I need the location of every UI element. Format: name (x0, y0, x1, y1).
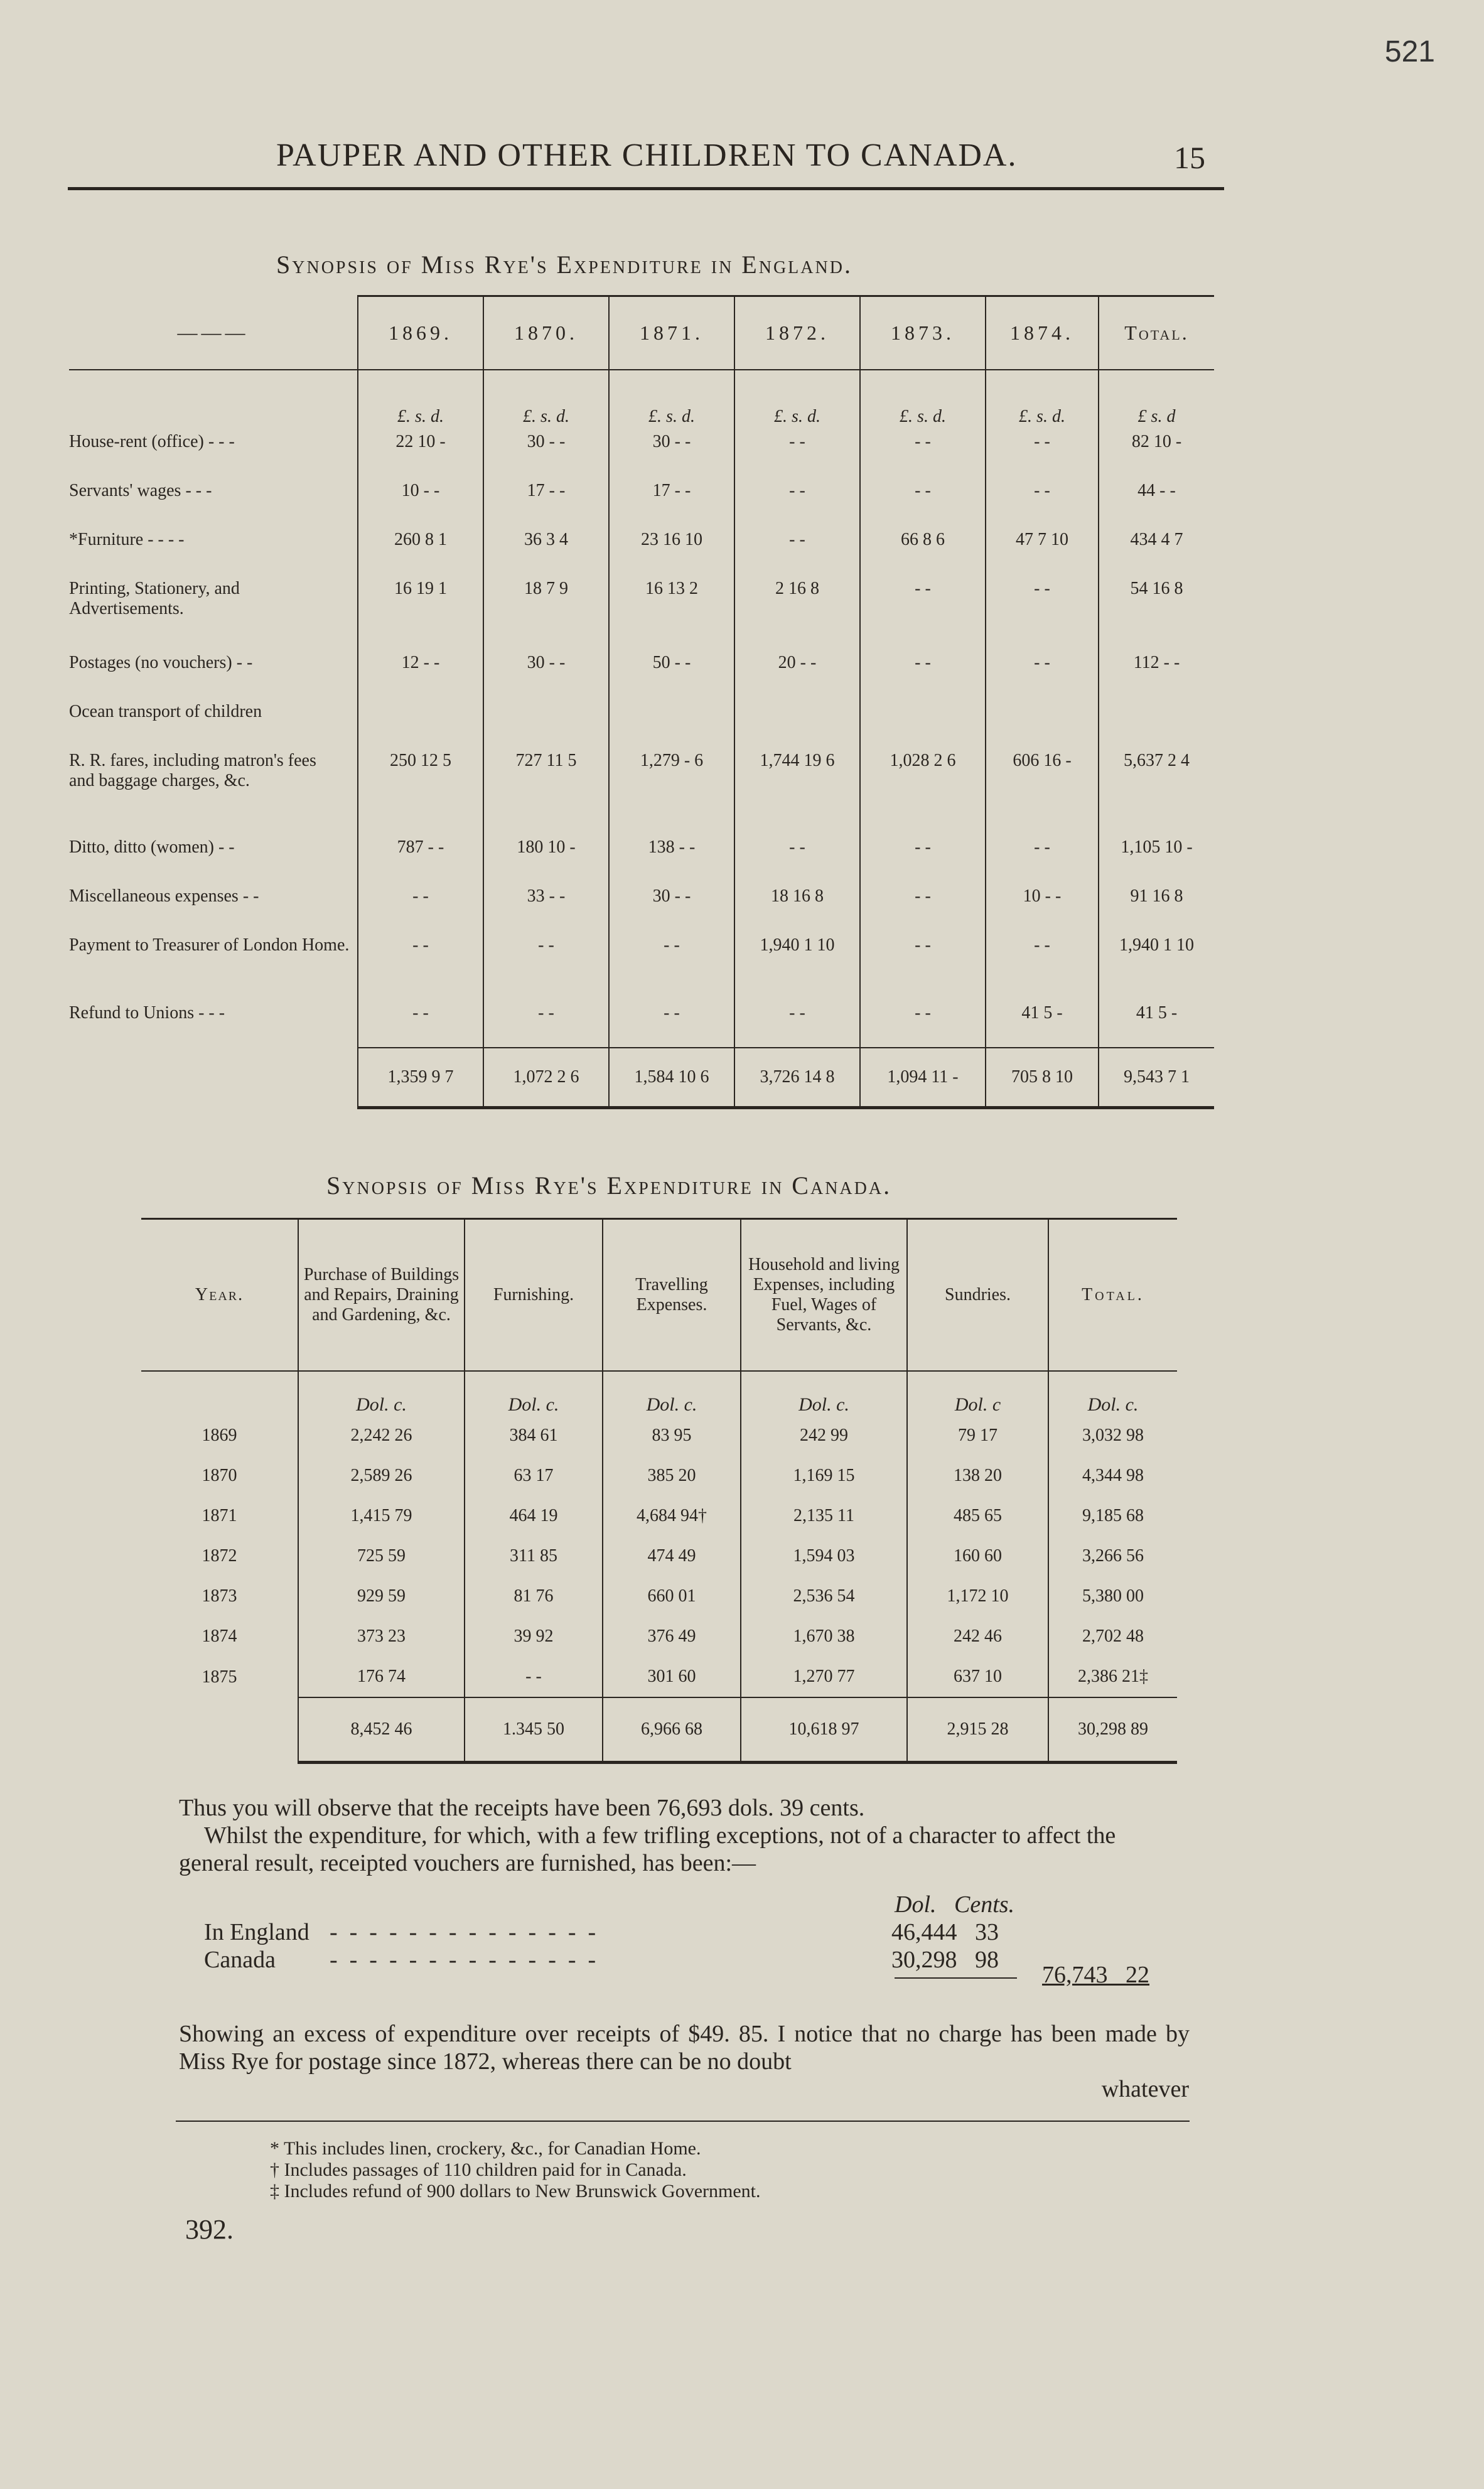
row-label: Printing, Stationery, and Advertisements. (69, 579, 240, 618)
table-cell: 727 11 5 (483, 746, 609, 832)
table-cell: - - (358, 930, 483, 998)
year-cell: 1873 (202, 1586, 237, 1606)
year-cell: 1875 (202, 1667, 237, 1687)
table-cell: 160 60 (907, 1536, 1048, 1576)
table-cell (483, 697, 609, 746)
table-cell: 33 - - (483, 881, 609, 930)
unit-label: £. s. d. (483, 370, 609, 427)
footnote: † Includes passages of 110 children paid for in Canada. (270, 2159, 687, 2180)
table-cell: - - (986, 427, 1099, 476)
column-header: Travelling Expenses. (603, 1219, 741, 1372)
footnote: ‡ Includes refund of 900 dollars to New Brunswick Government. (270, 2181, 761, 2201)
table-cell: 50 - - (609, 648, 734, 697)
total-cell: 1,094 11 - (860, 1048, 986, 1108)
table-cell: - - (986, 476, 1099, 525)
table-cell: - - (734, 998, 860, 1048)
table-cell: 376 49 (603, 1616, 741, 1657)
table-cell: 1,415 79 (298, 1496, 465, 1536)
archive-page-number: 521 (1384, 35, 1435, 68)
year-cell: 1869 (202, 1426, 237, 1445)
table-cell: - - (358, 881, 483, 930)
table-cell: 3,032 98 (1048, 1416, 1177, 1456)
table-cell: 30 - - (483, 427, 609, 476)
table-cell: 16 13 2 (609, 574, 734, 648)
table-row (141, 1576, 1177, 1616)
total-cell: 6,966 68 (603, 1697, 741, 1763)
table-cell: 36 3 4 (483, 525, 609, 574)
summary-rule (895, 1977, 1017, 1979)
table-cell: 82 10 - (1099, 427, 1214, 476)
unit-label: Dol. c. (1048, 1371, 1177, 1416)
table-cell: 606 16 - (986, 746, 1099, 832)
table-cell: 5,380 00 (1048, 1576, 1177, 1616)
table-row (69, 881, 1214, 930)
table-cell: 30 - - (609, 427, 734, 476)
table-cell (1099, 697, 1214, 746)
table-cell: - - (986, 930, 1099, 998)
table-cell: 929 59 (298, 1576, 465, 1616)
table-cell: 41 5 - (1099, 998, 1214, 1048)
row-label: Refund to Unions - - - (69, 1003, 225, 1023)
expenditure-paragraph: Whilst the expenditure, for which, with a few trifling exceptions, not of a character to affect the general result, receipted vouchers are furnished, has been:— (179, 1822, 1116, 1876)
table-cell: - - (734, 832, 860, 881)
table-cell: 2,135 11 (741, 1496, 907, 1536)
unit-label: £. s. d. (609, 370, 734, 427)
table-cell: 1,028 2 6 (860, 746, 986, 832)
table-cell: - - (734, 525, 860, 574)
row-label: House-rent (office) - - - (69, 432, 235, 451)
row-label: *Furniture - - - - (69, 530, 185, 549)
table-cell: - - (609, 930, 734, 998)
table-cell: 30 - - (609, 881, 734, 930)
row-label: Servants' wages - - - (69, 481, 212, 500)
totals-row (69, 1048, 1214, 1108)
header-rule (68, 187, 1224, 190)
table-cell: 242 46 (907, 1616, 1048, 1657)
table-cell: 1,594 03 (741, 1536, 907, 1576)
unit-label: Dol. c (907, 1371, 1048, 1416)
table-cell: 1,670 38 (741, 1616, 907, 1657)
total-cell: 3,726 14 8 (734, 1048, 860, 1108)
table-cell: 17 - - (609, 476, 734, 525)
table-cell: 41 5 - (986, 998, 1099, 1048)
row-label: R. R. fares, including matron's fees and baggage charges, &c. (69, 751, 316, 790)
total-cell: 8,452 46 (298, 1697, 465, 1763)
england-value: 46,444 33 (891, 1919, 999, 1945)
table-cell: 17 - - (483, 476, 609, 525)
column-header: Furnishing. (465, 1219, 603, 1372)
unit-label: £ s. d (1099, 370, 1214, 427)
table-cell: 20 - - (734, 648, 860, 697)
table-row (69, 525, 1214, 574)
total-cell: 30,298 89 (1048, 1697, 1177, 1763)
table-cell: - - (358, 998, 483, 1048)
table-cell: 2 16 8 (734, 574, 860, 648)
column-header: Sundries. (907, 1219, 1048, 1372)
table-cell: 176 74 (298, 1657, 465, 1697)
table-row (141, 1657, 1177, 1697)
table-cell: 242 99 (741, 1416, 907, 1456)
total-cell: 705 8 10 (986, 1048, 1099, 1108)
year-cell: 1874 (202, 1626, 237, 1646)
signature-mark: 392. (185, 2214, 234, 2245)
table-row (69, 746, 1214, 832)
total-cell: 9,543 7 1 (1099, 1048, 1214, 1108)
table-cell: 1,279 - 6 (609, 746, 734, 832)
column-header: 1870. (483, 296, 609, 370)
england-table-title: Synopsis of Miss Rye's Expenditure in England. (276, 250, 852, 279)
table-cell: 250 12 5 (358, 746, 483, 832)
canada-table-title: Synopsis of Miss Rye's Expenditure in Canada. (326, 1171, 892, 1200)
column-header: Household and living Expenses, including Fuel, Wages of Servants, &c. (741, 1219, 907, 1372)
table-cell: - - (609, 998, 734, 1048)
table-cell: 10 - - (986, 881, 1099, 930)
column-header: Total. (1048, 1219, 1177, 1372)
england-expenditure-table (69, 295, 1214, 1109)
table-cell: 384 61 (465, 1416, 603, 1456)
column-header: Total. (1099, 296, 1214, 370)
table-row (69, 832, 1214, 881)
table-cell: 10 - - (358, 476, 483, 525)
table-cell: 22 10 - (358, 427, 483, 476)
total-cell: 1.345 50 (465, 1697, 603, 1763)
table-cell: 1,169 15 (741, 1456, 907, 1496)
column-header: 1871. (609, 296, 734, 370)
column-header: 1873. (860, 296, 986, 370)
table-cell: 385 20 (603, 1456, 741, 1496)
year-cell: 1871 (202, 1506, 237, 1525)
table-cell: 4,684 94† (603, 1496, 741, 1536)
table-row (141, 1616, 1177, 1657)
table-cell: 30 - - (483, 648, 609, 697)
table-cell: 2,386 21‡ (1048, 1657, 1177, 1697)
table-cell: 138 - - (609, 832, 734, 881)
year-cell: 1872 (202, 1546, 237, 1566)
page-number: 15 (1174, 140, 1205, 175)
unit-label: Dol. c. (741, 1371, 907, 1416)
table-cell (609, 697, 734, 746)
table-cell (860, 697, 986, 746)
table-corner: ——— (69, 296, 358, 370)
footnote-rule (176, 2121, 1190, 2122)
row-label: Miscellaneous expenses - - (69, 886, 259, 906)
table-cell: 311 85 (465, 1536, 603, 1576)
catchword: whatever (1101, 2076, 1189, 2102)
table-cell: - - (860, 930, 986, 998)
table-row (141, 1416, 1177, 1456)
row-label: Payment to Treasurer of London Home. (69, 935, 350, 955)
row-label: Postages (no vouchers) - - (69, 653, 253, 672)
table-cell: 91 16 8 (1099, 881, 1214, 930)
table-cell: 301 60 (603, 1657, 741, 1697)
table-cell: 1,940 1 10 (734, 930, 860, 998)
table-row (69, 998, 1214, 1048)
table-cell: 12 - - (358, 648, 483, 697)
table-row (69, 648, 1214, 697)
summary-header: Dol. Cents. (895, 1891, 1015, 1918)
unit-label: £. s. d. (734, 370, 860, 427)
table-cell: 660 01 (603, 1576, 741, 1616)
table-cell: 260 8 1 (358, 525, 483, 574)
table-cell: 81 76 (465, 1576, 603, 1616)
unit-label: £. s. d. (358, 370, 483, 427)
table-cell: 112 - - (1099, 648, 1214, 697)
table-cell: - - (986, 648, 1099, 697)
table-cell: 1,172 10 (907, 1576, 1048, 1616)
table-cell: - - (860, 476, 986, 525)
table-row (141, 1536, 1177, 1576)
table-row (141, 1456, 1177, 1496)
table-cell: 485 65 (907, 1496, 1048, 1536)
table-cell: - - (483, 930, 609, 998)
total-cell: 1,359 9 7 (358, 1048, 483, 1108)
table-cell: 725 59 (298, 1536, 465, 1576)
canada-dashes: - - - - - - - - - - - - - - (330, 1947, 596, 1973)
table-cell: - - (986, 574, 1099, 648)
table-cell: 373 23 (298, 1616, 465, 1657)
england-label: In England (204, 1919, 309, 1945)
unit-label: Dol. c. (298, 1371, 465, 1416)
table-cell: 47 7 10 (986, 525, 1099, 574)
table-cell: - - (860, 832, 986, 881)
row-label: Ditto, ditto (women) - - (69, 837, 235, 857)
table-cell: 5,637 2 4 (1099, 746, 1214, 832)
table-cell: 637 10 (907, 1657, 1048, 1697)
table-cell: 63 17 (465, 1456, 603, 1496)
table-cell: 23 16 10 (609, 525, 734, 574)
table-row (69, 930, 1214, 998)
table-cell: 83 95 (603, 1416, 741, 1456)
column-header: 1869. (358, 296, 483, 370)
total-cell: 1,584 10 6 (609, 1048, 734, 1108)
table-row (69, 427, 1214, 476)
canada-label: Canada (204, 1947, 276, 1973)
table-cell: 787 - - (358, 832, 483, 881)
table-cell: 39 92 (465, 1616, 603, 1657)
table-cell: 464 19 (465, 1496, 603, 1536)
table-cell: 2,589 26 (298, 1456, 465, 1496)
total-cell: 2,915 28 (907, 1697, 1048, 1763)
table-cell: - - (483, 998, 609, 1048)
table-cell: 9,185 68 (1048, 1496, 1177, 1536)
table-row (69, 697, 1214, 746)
totals-row (141, 1697, 1177, 1763)
table-cell: 1,940 1 10 (1099, 930, 1214, 998)
table-cell: 180 10 - (483, 832, 609, 881)
table-cell: 2,242 26 (298, 1416, 465, 1456)
table-cell: 138 20 (907, 1456, 1048, 1496)
total-cell: 1,072 2 6 (483, 1048, 609, 1108)
row-label: Ocean transport of children (69, 702, 262, 721)
table-cell: 16 19 1 (358, 574, 483, 648)
conclusion-paragraph: Showing an excess of expenditure over receipts of $49. 85. I notice that no charge has been made by Miss Rye for postage since 1872, whereas there can be no doubt (179, 2021, 1190, 2075)
unit-label: £. s. d. (986, 370, 1099, 427)
running-head: PAUPER AND OTHER CHILDREN TO CANADA. (276, 137, 1018, 173)
receipts-paragraph: Thus you will observe that the receipts have been 76,693 dols. 39 cents. (179, 1795, 865, 1821)
table-cell (358, 697, 483, 746)
table-row (141, 1496, 1177, 1536)
blank-cell (69, 370, 358, 427)
canada-value: 30,298 98 (891, 1947, 999, 1973)
table-cell: - - (465, 1657, 603, 1697)
table-cell: 1,744 19 6 (734, 746, 860, 832)
table-cell: 2,702 48 (1048, 1616, 1177, 1657)
table-cell: - - (734, 476, 860, 525)
table-cell: 474 49 (603, 1536, 741, 1576)
table-cell: - - (860, 427, 986, 476)
total-cell: 10,618 97 (741, 1697, 907, 1763)
table-cell: 66 8 6 (860, 525, 986, 574)
table-cell: - - (860, 648, 986, 697)
table-cell: 18 7 9 (483, 574, 609, 648)
canada-expenditure-table (141, 1218, 1177, 1764)
footnote: * This includes linen, crockery, &c., for Canadian Home. (270, 2138, 701, 2159)
unit-label (141, 1371, 298, 1416)
table-cell: 1,270 77 (741, 1657, 907, 1697)
table-cell: 18 16 8 (734, 881, 860, 930)
table-cell: 54 16 8 (1099, 574, 1214, 648)
table-cell: - - (860, 881, 986, 930)
table-cell (986, 697, 1099, 746)
table-row (69, 574, 1214, 648)
unit-label: Dol. c. (603, 1371, 741, 1416)
column-header: 1874. (986, 296, 1099, 370)
summary-total: 76,743 22 (1042, 1962, 1149, 1988)
table-cell: - - (734, 427, 860, 476)
table-cell: 4,344 98 (1048, 1456, 1177, 1496)
column-header: 1872. (734, 296, 860, 370)
table-cell: 1,105 10 - (1099, 832, 1214, 881)
table-cell: 44 - - (1099, 476, 1214, 525)
unit-label: £. s. d. (860, 370, 986, 427)
blank-cell (69, 1048, 358, 1108)
table-cell: 3,266 56 (1048, 1536, 1177, 1576)
table-cell (734, 697, 860, 746)
table-cell: 434 4 7 (1099, 525, 1214, 574)
table-cell: - - (986, 832, 1099, 881)
table-cell: 79 17 (907, 1416, 1048, 1456)
column-header: Year. (141, 1219, 298, 1372)
table-cell: - - (860, 998, 986, 1048)
unit-label: Dol. c. (465, 1371, 603, 1416)
england-dashes: - - - - - - - - - - - - - - (330, 1919, 596, 1945)
column-header: Purchase of Buildings and Repairs, Draining and Gardening, &c. (298, 1219, 465, 1372)
table-cell: 2,536 54 (741, 1576, 907, 1616)
table-cell: - - (860, 574, 986, 648)
table-row (69, 476, 1214, 525)
blank-cell (141, 1697, 298, 1763)
year-cell: 1870 (202, 1466, 237, 1485)
